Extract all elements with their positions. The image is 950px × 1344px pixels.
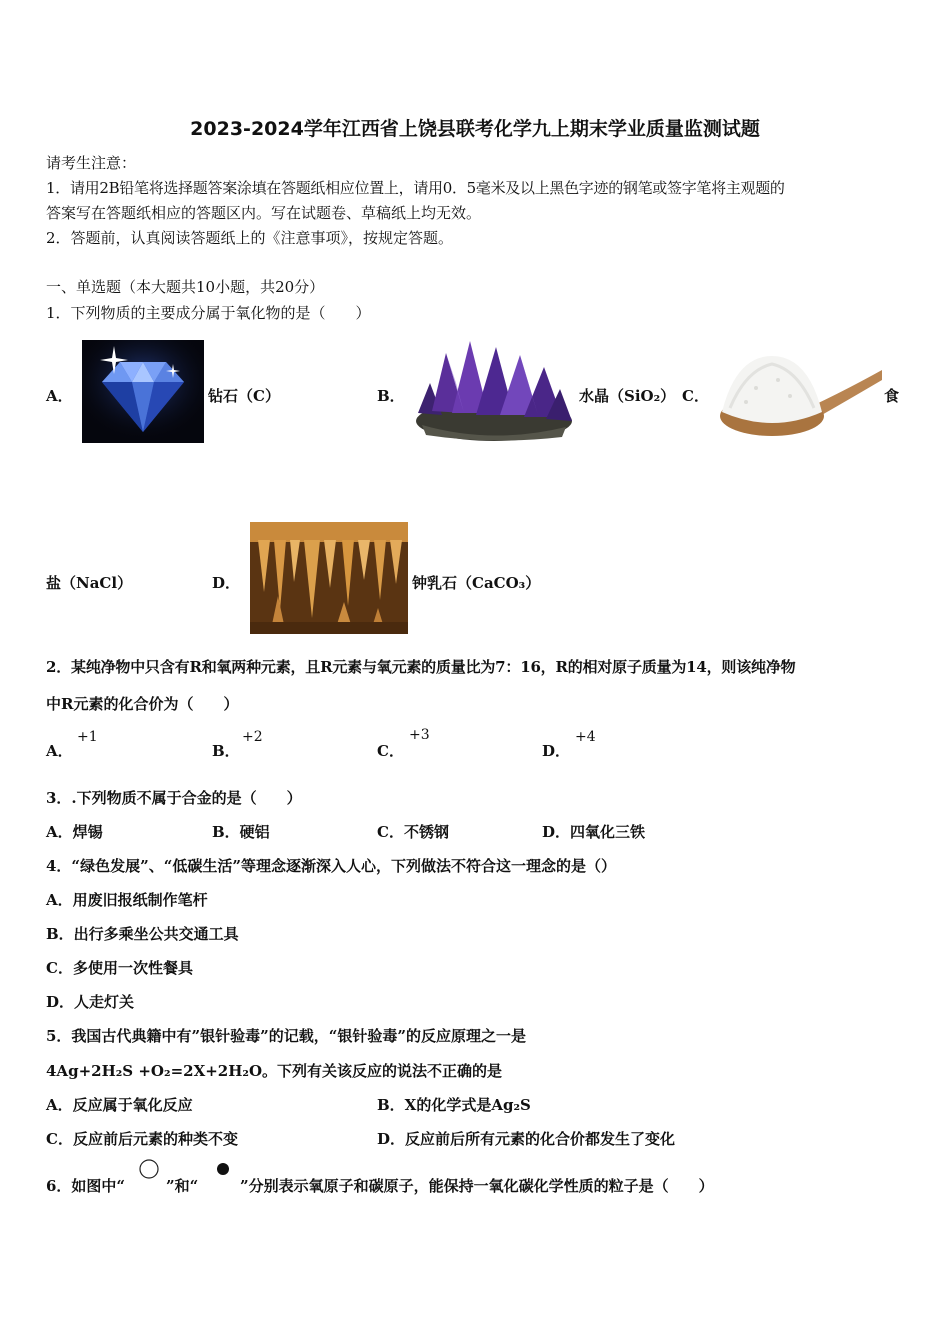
q5-option-c: C．反应前后元素的种类不变 (46, 1130, 238, 1148)
q6-stem-part-1: 6．如图中“ (46, 1177, 126, 1195)
stalactite-cave-image (250, 522, 408, 634)
q4-option-a: A．用废旧报纸制作笔杆 (46, 891, 208, 909)
q2-stem-line-1: 2．某纯净物中只含有R和氧两种元素，且R元素与氧元素的质量比为7：16，R的相对原子质量为14，则该纯净物 (46, 658, 796, 676)
notice-line-1b: 答案写在答题纸相应的答题区内。写在试题卷、草稿纸上均无效。 (46, 204, 482, 222)
q2-option-d-label: D． (542, 742, 571, 760)
q1-stem: 1．下列物质的主要成分属于氧化物的是（ ） (46, 304, 371, 322)
q4-option-b: B．出行多乘坐公共交通工具 (46, 925, 239, 943)
diamond-image (82, 340, 204, 443)
notice-line-1a: 1．请用2B铅笔将选择题答案涂填在答题纸相应位置上，请用0．5毫米及以上黑色字迹的钢笔或签字笔将主观题的 (46, 179, 785, 197)
q3-option-d: D．四氧化三铁 (542, 823, 646, 841)
q1-option-a-label: A． (46, 387, 73, 405)
q1-option-a-text: 钻石（C） (208, 387, 280, 405)
q1-option-c-text-1: 食 (884, 387, 900, 405)
q5-stem-line-1: 5．我国古代典籍中有”银针验毒”的记载，“银针验毒”的反应原理之一是 (46, 1027, 526, 1045)
q1-option-b-label: B． (377, 387, 405, 405)
q6-stem-part-3: ”分别表示氧原子和碳原子，能保持一氧化碳化学性质的粒子是（ ） (240, 1177, 714, 1195)
oxygen-atom-icon (138, 1159, 162, 1181)
q3-option-b: B．硬铝 (212, 823, 270, 841)
q1-option-d-label: D． (212, 574, 241, 592)
page-title: 2023-2024学年江西省上饶县联考化学九上期末学业质量监测试题 (190, 118, 760, 140)
q2-option-c-label: C． (377, 742, 404, 760)
q3-stem: 3．.下列物质不属于合金的是（ ） (46, 789, 302, 807)
q4-option-d: D．人走灯关 (46, 993, 135, 1011)
q5-option-b: B．X的化学式是Ag₂S (377, 1096, 531, 1114)
q2-option-c-value: +3 (409, 727, 430, 743)
salt-spoon-image (716, 350, 882, 442)
notice-heading: 请考生注意： (46, 154, 137, 172)
q1-option-c-text-2: 盐（NaCl） (46, 574, 133, 592)
q5-stem-line-2: 4Ag+2H₂S +O₂=2X+2H₂O。下列有关该反应的说法不正确的是 (46, 1062, 503, 1080)
q2-option-b-value: +2 (242, 729, 263, 745)
q2-option-d-value: +4 (575, 729, 596, 745)
amethyst-crystal-image (412, 333, 574, 445)
q6-stem-part-2: ”和“ (166, 1177, 199, 1195)
q5-option-d: D．反应前后所有元素的化合价都发生了变化 (377, 1130, 676, 1148)
q2-option-a-label: A． (46, 742, 73, 760)
q4-option-c: C．多使用一次性餐具 (46, 959, 193, 977)
q1-option-d-text: 钟乳石（CaCO₃） (412, 574, 541, 592)
q3-option-a: A．焊锡 (46, 823, 103, 841)
notice-line-2: 2．答题前，认真阅读答题纸上的《注意事项》，按规定答题。 (46, 229, 454, 247)
q2-option-b-label: B． (212, 742, 240, 760)
carbon-atom-icon (214, 1161, 234, 1179)
q2-option-a-value: +1 (77, 729, 98, 745)
q5-option-a: A．反应属于氧化反应 (46, 1096, 193, 1114)
q1-option-b-text: 水晶（SiO₂） (579, 387, 676, 405)
q2-stem-line-2: 中R元素的化合价为（ ） (46, 695, 239, 713)
q4-stem: 4．“绿色发展”、“低碳生活”等理念逐渐深入人心，下列做法不符合这一理念的是（） (46, 857, 616, 875)
q1-option-c-label: C． (682, 387, 709, 405)
q3-option-c: C．不锈钢 (377, 823, 449, 841)
section-heading: 一、单选题（本大题共10小题，共20分） (46, 278, 325, 296)
